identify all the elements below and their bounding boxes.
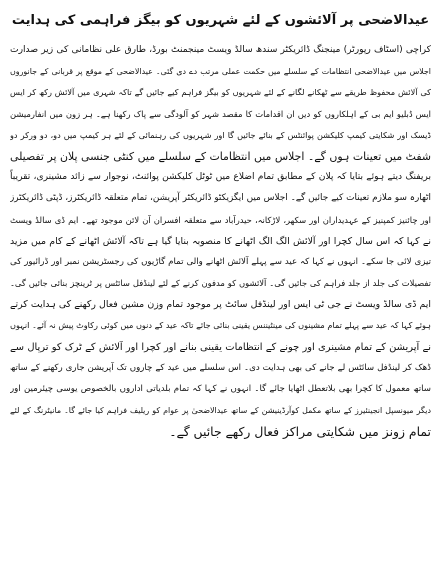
article-line: اٹھارہ سو ملازم تعینات کیے جائیں گے۔ اجلاس میں ایگزیکٹو ڈائریکٹر آپریشن، تمام متعلقہ ڈائریکٹرز، ڈپٹی ڈائریکٹرز bbox=[10, 193, 431, 204]
article-line: شفٹ میں تعینات ہوں گے۔ اجلاس میں انتظامات کے سلسلے میں کنٹی جنسی پلان پر تفصیلی bbox=[10, 149, 431, 163]
article-line: کراچی (اسٹاف رپورٹر) مینجنگ ڈائریکٹر سندھ سالڈ ویسٹ مینجمنٹ بورڈ، طارق علی نظامانی کی زیر صدارت bbox=[10, 45, 431, 55]
article-line: نے آپریشن کے تمام مشینری اور چونے کے انتظامات یقینی بنانے اور کچرا اور آلائش کے ٹرک کو ترپال سے bbox=[10, 341, 431, 353]
article-line: بریفنگ دیتے ہوئے بتایا کہ پلان کے مطابق تمام اضلاع میں ٹوٹل کلیکشن پوائنٹ، نوجوار سے زائد مشینری، تقریباً bbox=[10, 172, 431, 183]
article-line: دیگر میونسپل انجینئیرز کے ساتھ مکمل کوآرڈینیشن کے ساتھ عیدالاضحیٰ پر عوام کو ریلیف فراہم کیا جائے گا۔ مانیٹرنگ کے لئے bbox=[10, 406, 431, 416]
article-line: اجلاس میں عیدالاضحی انتظامات کے سلسلے میں حکمت عملی مرتب دے دی گئی۔ عیدالاضحی کے موقع پر قربانی کے جانوروں bbox=[10, 67, 431, 77]
article-line: اور چائنیز کمپنیز کے عہدیداران اور سکھر، لاڑکانہ، حیدرآباد سے متعلقہ افسران آن لائن موجود تھے۔ ایم ڈی سالڈ ویسٹ bbox=[10, 214, 431, 225]
article-line: تیزی لائی جا سکے۔ انہوں نے کہا کہ عید سے پہلے آلائش اٹھانے والی تمام گاڑیوں کی رجسٹریشن نمبر اور ڈرائیور کی bbox=[10, 256, 431, 267]
article-line: ساتھ معمول کا کچرا بھی بلاتعطل اٹھایا جائے گا۔ انہوں نے کہا کہ تمام بلدیاتی اداروں بالخصوص یوسی چیئرمین اور bbox=[10, 384, 431, 394]
article-line: تفصیلات کی جلد از جلد فراہم کی جائیں گی۔ آلائشوں کو مدفون کرنے کے لئے لینڈفل سائٹس پر ٹرینچز بنائی جائیں گی۔ bbox=[10, 278, 431, 289]
article-line: تمام زونز میں شکایتی مراکز فعال رکھے جائیں گے۔ bbox=[169, 424, 431, 440]
article-line: نے کہا کہ اس سال کچرا اور آلائش الگ الگ اٹھانے کا منصوبہ بنایا گیا ہے تاکہ آلائش اٹھانے کے کام میں مزید bbox=[10, 235, 431, 247]
article-line: کی آلائش محفوظ طریقے سے ٹھکانے لگانے کے لئے شہریوں کو بیگز فراہم کیے جائیں گے تاکہ شہری میں آلائش رکھ کر ایس bbox=[10, 87, 431, 98]
article-line: ڈھک کر لینڈفل سائٹس لے جانے کی بھی ہدایت دی۔ اس سلسلے میں عید کے چاروں تک آپریشن جاری رکھنے کے ساتھ bbox=[10, 362, 431, 373]
article-line: ڈیسک اور شکایتی کیمپ کلیکشن پوائنٹس کے بنائے جائیں گا اور شہریوں کی رہنمائی کے لئے ہر کیمپ میں دو، دو ورکر دو bbox=[10, 129, 431, 140]
article-body bbox=[10, 40, 431, 443]
article-line: ایم ڈی سالڈ ویسٹ نے جی ٹی ایس اور لینڈفل سائٹ پر موجود تمام وزن مشین فعال رکھنے کی ہدایت کرتے bbox=[10, 299, 431, 311]
article-line: ایس ڈبلیو ایم بی کے اہلکاروں کو دیں ان اقدامات کا مقصد شہر کو آلودگی سے پاک رکھنا ہے۔ ہر زون میں انفارمیشن bbox=[10, 108, 431, 119]
article-headline: عیدالاضحی پر آلائشوں کے لئے شہریوں کو بیگز فراہمی کی ہدایت bbox=[11, 13, 430, 28]
article-line: ہوئے کہا کہ عید سے پہلے تمام مشینوں کی مینٹیننس یقینی بنائی جائے تاکہ عید کے دنوں میں کوئی رکاوٹ پیش نہ آئے۔ انہوں bbox=[10, 320, 431, 331]
